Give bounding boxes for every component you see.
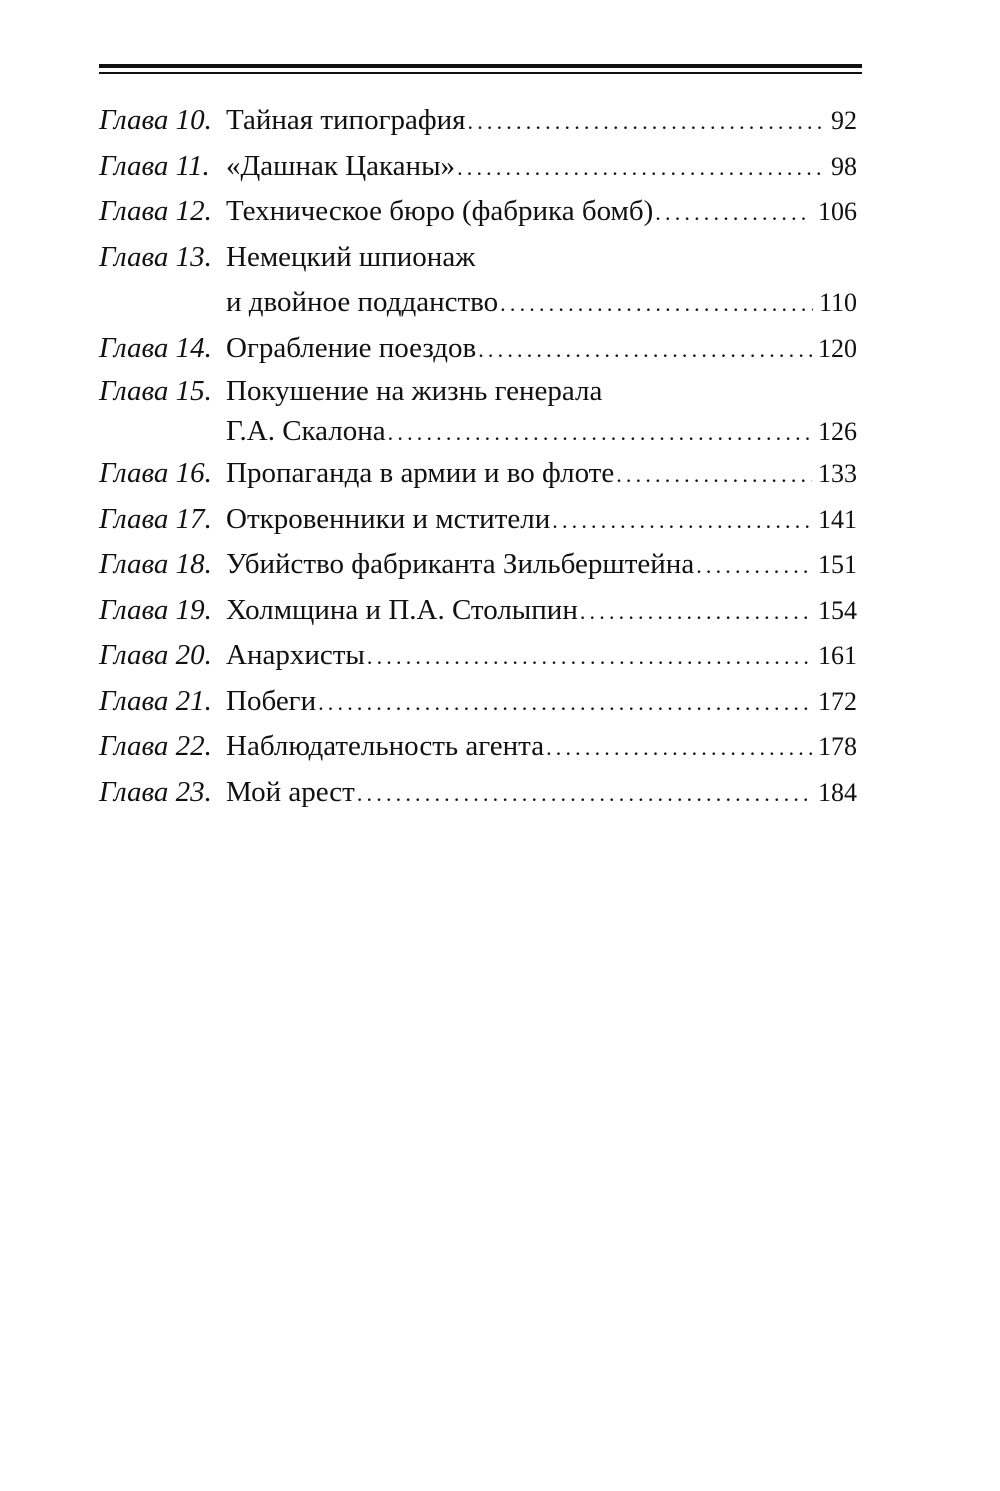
- dot-leader: [357, 771, 812, 817]
- page-number: 98: [831, 151, 857, 181]
- chapter-title: «Дашнак Цаканы»: [226, 149, 456, 182]
- chapter-label: Глава 11.: [99, 149, 210, 182]
- dot-leader: [696, 543, 812, 589]
- chapter-title: Пропаганда в армии и во флоте: [226, 457, 615, 489]
- chapter-label: Глава 17.: [99, 502, 212, 535]
- page-number: 178: [818, 732, 857, 761]
- toc-entry: [99, 189, 857, 235]
- dot-leader: [546, 725, 812, 771]
- toc-entry: [99, 497, 857, 543]
- page-number: 184: [818, 777, 857, 807]
- chapter-label: Глава 14.: [99, 331, 212, 364]
- chapter-label: Глава 16.: [99, 457, 212, 489]
- toc-entry: [99, 326, 857, 372]
- page-number: 133: [818, 459, 857, 488]
- chapter-label: Глава 13.: [99, 240, 212, 273]
- page-number: 172: [818, 686, 857, 716]
- chapter-title: Тайная типография: [226, 104, 466, 136]
- dot-leader: [552, 498, 812, 544]
- toc-entry: [99, 770, 857, 816]
- header-rule-thick: [99, 64, 862, 68]
- toc-entry: [99, 144, 857, 190]
- chapter-title: Немецкий шпионаж: [226, 240, 476, 273]
- chapter-title-continued: и двойное подданство: [226, 286, 499, 318]
- table-of-contents: [99, 98, 857, 815]
- toc-entry: [99, 98, 857, 144]
- chapter-label: Глава 12.: [99, 195, 212, 227]
- toc-entry: [99, 679, 857, 725]
- toc-entry: [99, 588, 857, 634]
- dot-leader: [457, 145, 821, 191]
- chapter-title: Покушение на жизнь генерала: [226, 375, 603, 407]
- dot-leader: [616, 452, 812, 498]
- page-number: 151: [818, 550, 857, 579]
- dot-leader: [478, 327, 812, 373]
- chapter-title: Откровенники и мстители: [226, 502, 551, 535]
- chapter-label: Глава 22.: [99, 730, 212, 762]
- chapter-title: Наблюдательность агента: [226, 730, 545, 762]
- chapter-title: Убийство фабриканта Зильберштейна: [226, 548, 695, 580]
- chapter-title: Побеги: [226, 684, 317, 717]
- chapter-label: Глава 18.: [99, 548, 212, 580]
- chapter-title: Холмщина и П.А. Столыпин: [226, 593, 578, 626]
- chapter-label: Глава 21.: [99, 684, 212, 717]
- toc-entry: [99, 724, 857, 770]
- chapter-title: Мой арест: [226, 775, 355, 808]
- chapter-title: Техническое бюро (фабрика бомб): [226, 195, 654, 227]
- page-number: 110: [818, 288, 857, 317]
- dot-leader: [655, 190, 812, 236]
- chapter-label: Глава 23.: [99, 775, 212, 808]
- dot-leader: [580, 589, 812, 635]
- chapter-label: Глава 19.: [99, 593, 212, 626]
- dot-leader: [318, 680, 812, 726]
- dot-leader: [388, 413, 812, 453]
- chapter-label: Глава 10.: [99, 104, 212, 136]
- page-number: 120: [818, 333, 857, 363]
- page-number: 92: [831, 106, 857, 135]
- toc-entry: [99, 542, 857, 588]
- page-number: 161: [818, 641, 857, 670]
- page-number: 106: [818, 197, 857, 226]
- toc-entry: [99, 235, 857, 326]
- dot-leader: [500, 281, 813, 327]
- chapter-label: Глава 20.: [99, 639, 212, 671]
- toc-entry: [99, 451, 857, 497]
- header-rule-thin: [99, 72, 862, 74]
- chapter-title: Ограбление поездов: [226, 331, 477, 364]
- chapter-title: Анархисты: [226, 639, 365, 671]
- page-number: 154: [818, 595, 857, 625]
- chapter-title-continued: Г.А. Скалона: [226, 415, 386, 447]
- page-number: 141: [818, 504, 857, 534]
- dot-leader: [468, 99, 822, 145]
- chapter-label: Глава 15.: [99, 375, 212, 407]
- toc-entry: [99, 371, 857, 451]
- page-number: 126: [818, 417, 857, 446]
- dot-leader: [367, 634, 812, 680]
- toc-entry: [99, 633, 857, 679]
